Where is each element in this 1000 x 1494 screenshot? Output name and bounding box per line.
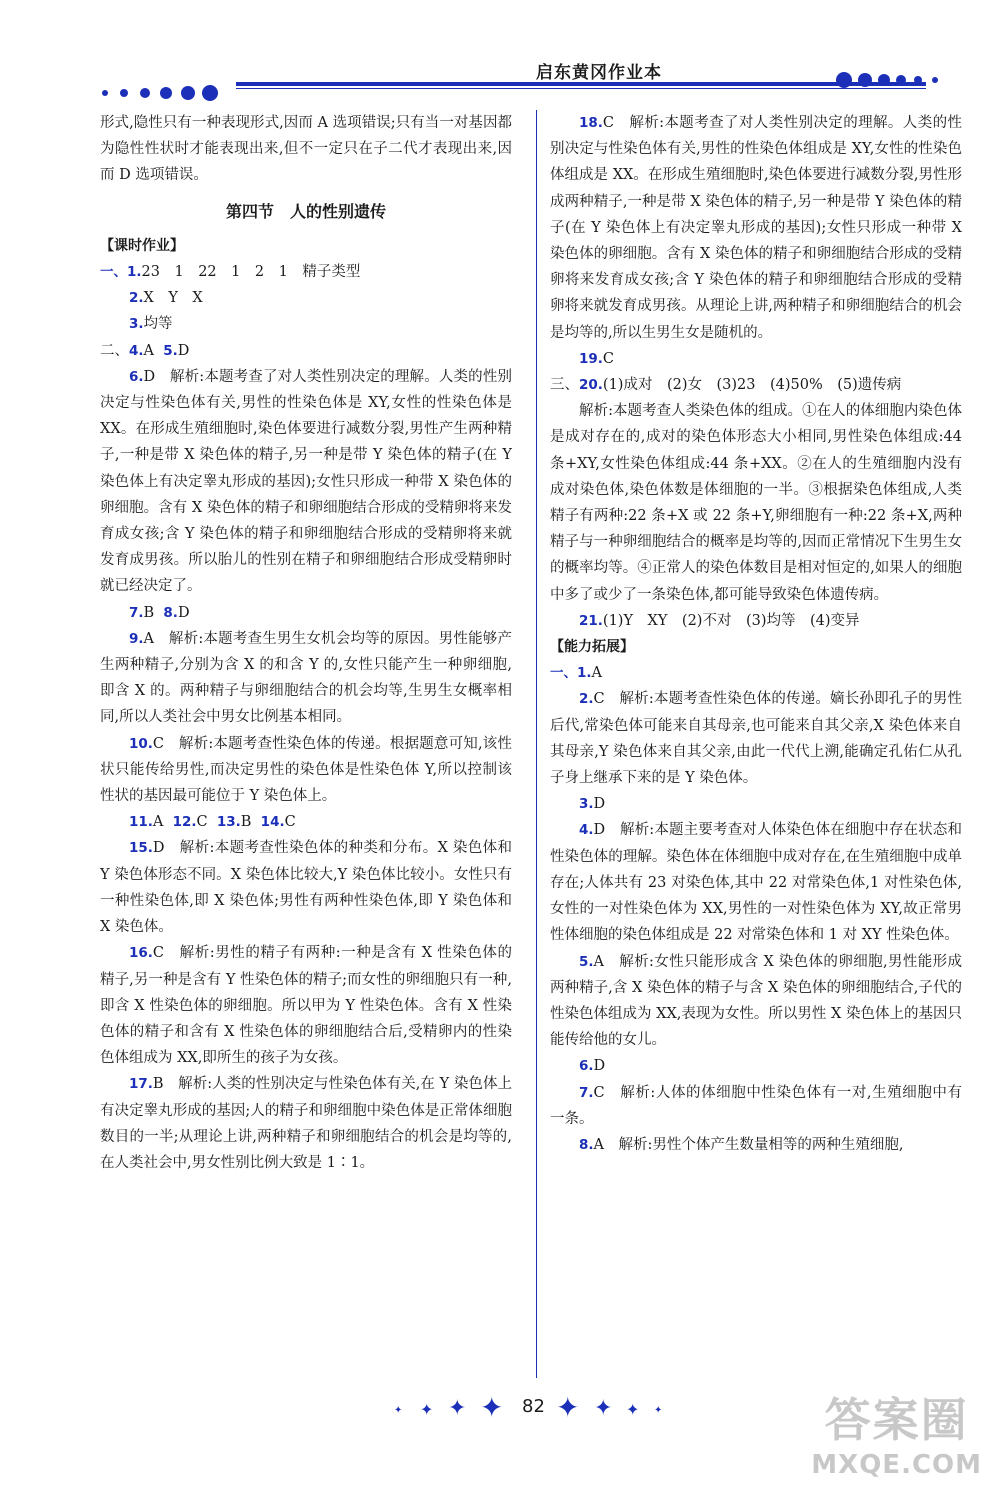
answer-17: 17.B 解析:人类的性别决定与性染色体有关,在 Y 染色体上有决定睾丸形成的基因;人的精子和卵细胞中染色体是正常体细胞数目的一半;从理论上讲,两种精子和卵细胞结合的机会是均等的,在人类社会中,男女性别比例大致是 1∶1。 <box>100 1076 512 1171</box>
expand-answer-7: 7.C 解析:人体的体细胞中性染色体有一对,生殖细胞中有一条。 <box>550 1084 962 1127</box>
answer-20-analysis: 解析:本题考查人类染色体的组成。①在人的体细胞内染色体是成对存在的,成对的染色体形态大小相同,男性染色体组成:44 条+XY,女性染色体组成:44 条+XX。②在人的生殖细胞内没有成对染色体,染色体数是体细胞的一半。③根据染色体组成,人类精子有两种:22 条+X 或 22 条+Y,卵细胞有一种:22 条+X,两种精子与一种卵细胞结合的概率是均等的,因而正常情况下生男生女的概率均等。④正常人的染色体数目是相对恒定的,如果人的细胞中多了或少了一条染色体,都可能导致染色体遗传病。 <box>550 403 962 603</box>
answer-3: 3.均等 <box>129 316 173 333</box>
expand-answer-4: 4.D 解析:本题主要考查对人体染色体在细胞中存在状态和性染色体的理解。染色体在体细胞中成对存在,在生殖细胞中成单存在;人体共有 23 对染色体,其中 22 对常染色体,1 对性染色体,女性的一对性染色体为 XX,男性的一对性染色体为 XY,故正常男性体细胞的染色体组成是 22 对常染色体和 1 对 XY 性染色体。 <box>550 822 962 944</box>
page-number: 82 <box>522 1396 545 1417</box>
answer-11-14: 11.A 12.C 13.B 14.C <box>129 814 296 831</box>
header-dot <box>896 75 906 85</box>
answer-18: 18.C 解析:本题考查了对人类性别决定的理解。人类的性别决定与性染色体有关,男性的性染色体组成是 XY,女性的性染色体组成是 XX。在形成生殖细胞时,染色体要进行减数分裂,男性形成两种精子,一种是带 X 染色体的精子,另一种是带 Y 染色体的精子(在 Y 染色体上有决定睾丸形成的基因);女性只形成一种带 X 染色体的卵细胞。含有 X 染色体的精子和卵细胞结合形成的受精卵将来发育成女孩;含 Y 染色体的精子和卵细胞结合形成的受精卵将来就发育成男孩。从理论上讲,两种精子和卵细胞结合的机会是均等的,所以生男生女是随机的。 <box>550 115 962 341</box>
expand-answer-5: 5.A 解析:女性只能形成含 X 染色体的卵细胞,男性能形成两种精子,含 X 染色体的精子与含 X 染色体的卵细胞结合,子代的性染色体组成为 XX,表现为女性。所以男性 X 染色体上的基因只能传给他的女儿。 <box>550 953 962 1049</box>
answer-4-5: 二、4.A 5.D <box>100 342 190 359</box>
star-icon: ✦ <box>626 1400 640 1419</box>
answer-2: 2.X Y X <box>129 290 203 307</box>
answer-21: 21.(1)Y XY (2)不对 (3)均等 (4)变异 <box>579 612 860 629</box>
column-divider <box>536 110 537 1378</box>
star-icon: ✦ <box>594 1396 613 1421</box>
expand-answer-1: 一、1.A <box>550 665 603 682</box>
header-dot <box>858 73 872 87</box>
header-dot <box>878 74 890 86</box>
left-column <box>100 110 512 1176</box>
header-title: 启东黄冈作业本 <box>536 63 662 83</box>
star-icon: ✦ <box>480 1391 504 1424</box>
expand-answer-2: 2.C 解析:本题考查性染色体的传递。嫡长孙即孔子的男性后代,常染色体可能来自其母亲,也可能来自其父亲,X 染色体来自其母亲,Y 染色体来自其父亲,由此一代代上溯,能确定孔佑仁从孔子身上继承下来的是 Y 染色体。 <box>550 691 962 787</box>
star-icon: ✦ <box>556 1391 580 1424</box>
answer-9: 9.A 解析:本题考查生男生女机会均等的原因。男性能够产生两种精子,分别为含 X 的和含 Y 的,女性只能产生一种卵细胞,即含 X 的。两种精子与卵细胞结合的机会均等,生男生女概率相同,所以人类社会中男女比例基本相同。 <box>100 630 512 726</box>
expand-answer-3: 3.D <box>579 796 606 813</box>
answer-16: 16.C 解析:男性的精子有两种:一种是含有 X 性染色体的精子,另一种是含有 Y 性染色体的精子;而女性的卵细胞只有一种,即含 X 性染色体的卵细胞。所以甲为 Y 性染色体。含有 X 性染色体的精子和含有 X 性染色体的卵细胞结合后,受精卵内的性染色体组成为 XX,即所生的孩子为女孩。 <box>100 945 512 1067</box>
right-column <box>550 110 962 1158</box>
header-rule-thin <box>236 88 926 89</box>
answer-20: 三、20.(1)成对 (2)女 (3)23 (4)50% (5)遗传病 <box>550 377 902 394</box>
expand-answer-8: 8.A 解析:男性个体产生数量相等的两种生殖细胞, <box>579 1136 904 1153</box>
star-icon: ✦ <box>420 1400 434 1419</box>
page-footer <box>390 1390 710 1430</box>
answer-7-8: 7.B 8.D <box>129 604 190 621</box>
header-dot <box>836 72 852 88</box>
answer-1: 一、1.23 1 22 1 2 1 精子类型 <box>100 264 361 281</box>
header-dot <box>932 77 938 83</box>
header-dot <box>181 86 195 100</box>
header-dot <box>202 85 218 101</box>
header-dot <box>102 90 108 96</box>
header-dot <box>120 89 128 97</box>
header-dot <box>914 76 922 84</box>
answer-15: 15.D 解析:本题考查性染色体的种类和分布。X 染色体和 Y 染色体形态不同。X 染色体比较大,Y 染色体比较小。女性只有一种性染色体,即 X 染色体;男性有两种性染色体,即 Y 染色体和 X 染色体。 <box>100 840 512 936</box>
star-icon: ✦ <box>654 1405 663 1416</box>
answer-19: 19.C <box>579 350 615 367</box>
homework-tag: 【课时作业】 <box>100 237 184 254</box>
header-dot <box>160 87 172 99</box>
star-icon: ✦ <box>394 1405 403 1416</box>
section-title: 第四节 人的性别遗传 <box>225 201 386 221</box>
intro-paragraph: 形式,隐性只有一种表现形式,因而 A 选项错误;只有当一对基因都为隐性性状时才能表现出来,但不一定只在子二代才表现出来,因而 D 选项错误。 <box>100 115 512 184</box>
answer-6: 6.D 解析:本题考查了对人类性别决定的理解。人类的性别决定与性染色体有关,男性的性染色体是 XY,女性的性染色体是 XX。在形成生殖细胞时,染色体要进行减数分裂,男性产生两种精子,一种是带 X 染色体的精子,另一种是带 Y 染色体的精子(在 Y 染色体上有决定睾丸形成的基因);女性只形成一种带 X 染色体的卵细胞。含有 X 染色体的精子和卵细胞结合形成的受精卵将来发育成女孩;含 Y 染色体的精子和卵细胞结合形成的受精卵将来就发育成男孩。所以胎儿的性别在精子和卵细胞结合形成受精卵时就已经决定了。 <box>100 368 512 595</box>
header-dot <box>140 88 150 98</box>
expand-tag: 【能力拓展】 <box>550 639 634 656</box>
watermark-logo: 答案圈 MXQE.COM <box>811 1393 982 1480</box>
expand-answer-6: 6.D <box>579 1058 606 1075</box>
star-icon: ✦ <box>448 1396 467 1421</box>
answer-10: 10.C 解析:本题考查性染色体的传递。根据题意可知,该性状只能传给男性,而决定男性的染色体是性染色体 Y,所以控制该性状的基因最可能位于 Y 染色体上。 <box>100 735 512 805</box>
page-header <box>96 56 966 106</box>
